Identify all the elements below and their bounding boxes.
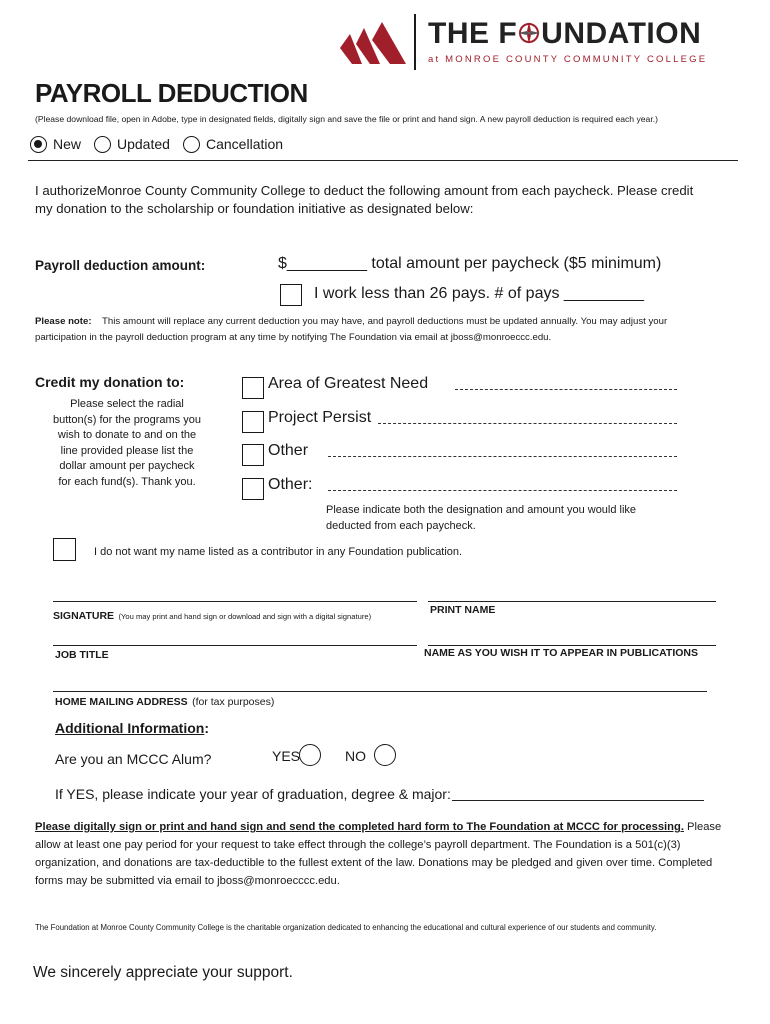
divider (28, 160, 738, 161)
fund-greatest-need-checkbox[interactable] (242, 377, 264, 399)
appreciation-text: We sincerely appreciate your support. (33, 964, 293, 981)
authorization-text: I authorizeMonroe County Community College to deduct the following amount from each paycheck. Please credit my donation to the scholarship or foundation initiative as designated below: (35, 183, 694, 216)
fund-other-2-checkbox[interactable] (242, 478, 264, 500)
print-name-line[interactable] (428, 601, 716, 602)
less-than-26-pays-checkbox[interactable] (280, 284, 302, 306)
publication-name-label: NAME AS YOU WISH IT TO APPEAR IN PUBLICATIONS (424, 647, 698, 659)
form-title: PAYROLL DEDUCTION (35, 78, 308, 108)
additional-info-title: Additional Information (55, 720, 205, 736)
note-text: This amount will replace any current deduction you may have, and payroll deductions must be updated annually. You may adjust your participation in the payroll deduction program at any time by notifying The Foundation via email at jboss@monroeccc.edu. (35, 316, 668, 343)
logo-text-part: THE F (428, 17, 518, 50)
foundation-description: The Foundation at Monroe County Community College is the charitable organization dedicated to enhancing the educational and cultural experience of our students and community. (35, 923, 657, 932)
additional-info-heading (55, 720, 209, 736)
foundation-logo-mark-icon (340, 18, 406, 64)
foundation-logo-text (428, 18, 701, 50)
amount-field[interactable]: $_________ total amount per paycheck ($5 minimum) (278, 255, 662, 272)
additional-info-colon: : (204, 720, 209, 736)
publication-name-line[interactable] (428, 645, 716, 646)
fund-other-amount[interactable] (328, 456, 677, 457)
signature-caption (53, 606, 371, 624)
fund-other-checkbox[interactable] (242, 444, 264, 466)
home-address-caption (55, 692, 274, 710)
payroll-note (35, 314, 675, 346)
signature-line[interactable] (53, 601, 417, 602)
credit-instructions: Please select the radial button(s) for the programs you wish to donate to and on the line provided please list the dollar amount per paycheck for each fund(s). Thank you. (53, 398, 201, 488)
fund-other-label: Other (268, 442, 309, 459)
note-label: Please note: (35, 316, 92, 327)
graduation-info-label: If YES, please indicate your year of graduation, degree & major: (55, 786, 451, 802)
updated-radio[interactable] (94, 136, 111, 153)
home-address-label: HOME MAILING ADDRESS (55, 696, 188, 708)
fund-project-persist-checkbox[interactable] (242, 411, 264, 433)
closing-paragraph (35, 818, 725, 890)
fund-project-persist-amount[interactable] (378, 423, 677, 424)
graduation-info-line[interactable] (452, 800, 704, 801)
fund-greatest-need-label: Area of Greatest Need (268, 375, 429, 392)
closing-bold: Please digitally sign or print and hand sign and send the completed hard form to The Foundation at MCCC for processing. (35, 821, 684, 833)
pays-field[interactable]: I work less than 26 pays. # of pays _________ (314, 285, 644, 302)
new-radio[interactable] (30, 136, 47, 153)
credit-label: Credit my donation to: (35, 374, 185, 390)
alum-no-radio[interactable] (374, 744, 396, 766)
closing-rest: Please allow at least one pay period for your request to take effect through the college’s payroll department. The Foundation is a 501(c)(3) organization, and donations are tax-deductible to the fullest extent of the law. Donations may be pledged and given over time. Completed forms may be submitted via email to jboss@monroecccc.edu. (35, 821, 722, 887)
yes-label: YES (272, 748, 301, 764)
job-title-label: JOB TITLE (55, 649, 109, 661)
fund-other-2-label: Other: (268, 476, 313, 493)
alum-yes-radio[interactable] (299, 744, 321, 766)
form-instructions: (Please download file, open in Adobe, type in designated fields, digitally sign and save the file or print and hand sign. A new payroll deduction is required each year.) (35, 114, 658, 124)
amount-label: Payroll deduction amount: (35, 258, 206, 273)
job-title-line[interactable] (53, 645, 417, 646)
fund-greatest-need-amount[interactable] (455, 389, 677, 390)
updated-label: Updated (117, 136, 170, 152)
no-name-listing-checkbox[interactable] (53, 538, 76, 561)
logo-subtitle: at MONROE COUNTY COMMUNITY COLLEGE (428, 54, 708, 65)
cancellation-label: Cancellation (206, 136, 284, 152)
print-name-label: PRINT NAME (430, 604, 496, 616)
logo-text-part: UNDATION (541, 17, 702, 50)
signature-sub: (You may print and hand sign or download and sign with a digital signature) (118, 612, 372, 621)
fund-other-2-amount[interactable] (328, 490, 677, 491)
signature-label: SIGNATURE (53, 610, 115, 622)
funds-note: Please indicate both the designation and amount you would like deducted from each paycheck. (326, 504, 637, 532)
alum-question: Are you an MCCC Alum? (55, 751, 212, 767)
fund-project-persist-label: Project Persist (268, 409, 372, 426)
home-address-sub: (for tax purposes) (192, 696, 275, 708)
new-label: New (53, 136, 82, 152)
no-label: NO (345, 748, 366, 764)
compass-rose-icon (517, 21, 541, 45)
logo-divider (414, 14, 416, 70)
cancellation-radio[interactable] (183, 136, 200, 153)
no-name-listing-label: I do not want my name listed as a contributor in any Foundation publication. (94, 546, 463, 558)
